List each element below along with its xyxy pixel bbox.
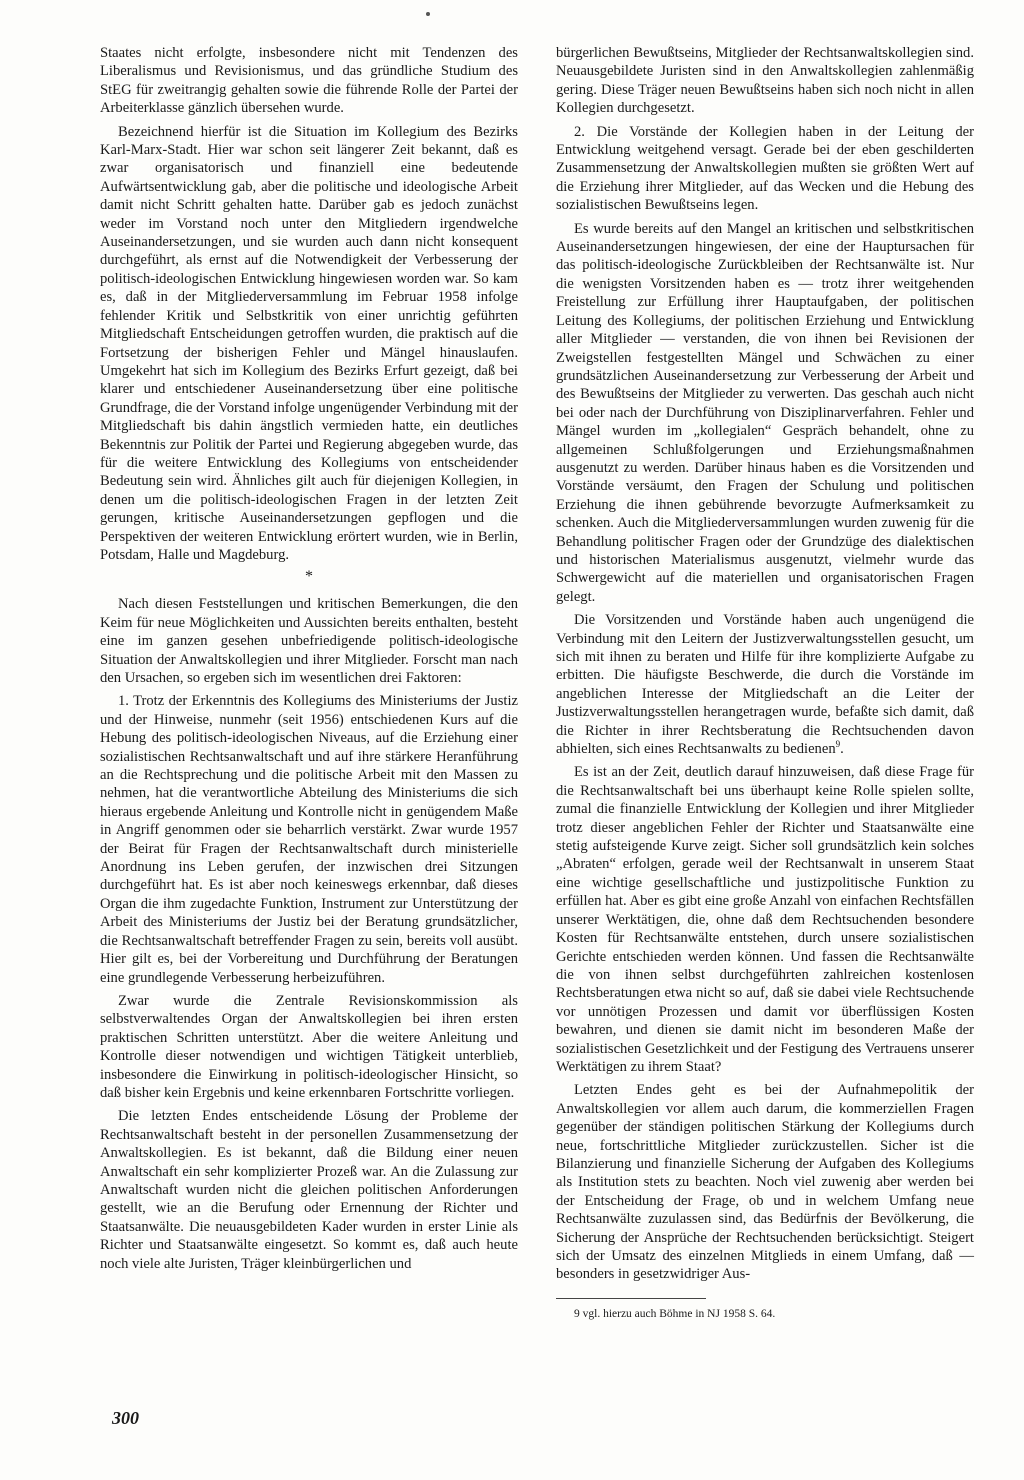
paragraph: Die Vorsitzenden und Vorstände haben auch ungenügend die Verbindung mit den Leitern der Justizverwaltungsstellen gesucht, um sich mit ihnen zu beraten und Hilfe für ihre komplizierte Aufgabe zu erbitten. Die häufigste Beschwerde, die durch die Vorstände im angeblichen Interesse der Mitgliedschaft an die Leiter der Justizverwaltungsstellen herangetragen wurde, befaßte sich damit, daß die Richter in ihrer Rechtsberatung die Rechtsuchenden davon abhielten, sich eines Rechtsanwalts zu bedienen$^9$. [556, 612, 974, 758]
paragraph: 2. Die Vorstände der Kollegien haben in der Leitung der Entwicklung weitgehend versagt. Gerade bei der eben geschilderten Zusammensetzung der Anwaltskollegien mußten sie größten Wert auf die Erziehung ihrer Mitglieder, auf das Wecken und die Hebung des sozialistischen Bewußtseins legen. [556, 123, 974, 214]
page-number: 300 [112, 1408, 139, 1428]
section-separator: * [305, 568, 313, 586]
paragraph: bürgerlichen Bewußtseins, Mitglieder der Rechtsanwaltskollegien sind. Neuausgebildete Juristen sind in den Anwaltskollegien zahlenmäßig gering. Diese Träger neuen Bewußtseins haben sich noch nicht in allen Kollegien durchgesetzt. [556, 45, 974, 117]
paragraph: Es ist an der Zeit, deutlich darauf hinzuweisen, daß diese Frage für die Rechtsanwaltschaft bei uns überhaupt keine Rolle spielen sollte, zumal die finanzielle Entwicklung der Kollegien und ihrer Mitglieder trotz dieser angeblichen Fehler der Richter und Staatsanwälte eine stetig aufsteigende Kurve zeigt. Sicher soll grundsätzlich kein solches „Abraten“ erfolgen, gerade weil der Rechtsanwalt in unserem Staat eine wichtige gesellschaftliche und justizpolitische Funktion zu erfüllen hat. Aber es gibt eine große Anzahl von einfachen Rechtsfällen unserer Werktätigen, die, ohne daß dem Rechtsuchenden besondere Kosten für Rechtsanwälte entstehen, durch unsere sozialistischen Gerichte entschieden werden können. Und fassen die Rechtsanwälte die von ihnen selbst durchgeführten zahlreichen kostenlosen Rechtsberatungen etwa nicht so auf, daß sie dabei viele Rechtsuchende vor unnötigen Prozessen und damit vor überflüssigen Kosten bewahren, und dienen sie damit nicht im besonderen Maße der sozialistischen Gesetzlichkeit und der Festigung des Vertrauens unserer Werktätigen zu ihrem Staat? [556, 764, 974, 1075]
paragraph: Letzten Endes geht es bei der Aufnahmepolitik der Anwaltskollegien vor allem auch darum, die kommerziellen Fragen gegenüber der ständigen politischen Stärkung der Kollegiums durch neue, fortschrittliche Mitglieder zurückzustellen. Sicher ist die Bilanzierung und finanzielle Sicherung der Aufgaben des Kollegiums als Institution stets zu beachten. Noch viel zuwenig aber werden bei der Entscheidung der Frage, ob und in welchem Umfang neue Rechtsanwälte zuzulassen sind, das Bedürfnis der Bevölkerung, die Sicherung der Ansprüche der Rechtsuchenden berücksichtigt. Steigert sich der Umsatz des einzelnen Mitglieds in einem Umfang, daß — besonders in gesetzwidriger Aus- [556, 1082, 974, 1283]
paragraph-text: Die Vorsitzenden und Vorstände haben auch ungenügend die Verbindung mit den Leitern der Justizverwaltungsstellen gesucht, um sich mit ihnen zu beraten und Hilfe für ihre komplizierte Aufgabe zu erbitten. Die häufigste Beschwerde, die durch die Vorstände im angeblichen Interesse der Mitgliedschaft an die Leiter der Justizverwaltungsstellen herangetragen wurde, befaßte sich damit, daß die Richter in ihrer Rechtsberatung die Rechtsuchenden davon abhielten, sich eines Rechtsanwalts zu bedienen [556, 612, 974, 758]
footnote: 9 vgl. hierzu auch Böhme in NJ 1958 S. 64. [574, 1307, 776, 1320]
right-column [556, 44, 974, 1326]
footnote-reference: 9 [835, 739, 841, 750]
left-column [100, 44, 518, 1278]
paragraph: 1. Trotz der Erkenntnis des Kollegiums des Ministeriums der Justiz und der Hinweise, nunmehr (seit 1956) entschiedenen Kurs auf die Hebung des politisch-ideologischen Niveaus, auf die Erziehung einer sozialistischen Rechtsanwaltschaft und auf ihre stärkere Heranführung an die Rechtsprechung und die politische Arbeit mit den Massen zu nehmen, hat die verantwortliche Abteilung des Ministeriums die sich hieraus ergebende Anleitung und Kontrolle nicht in genügendem Maße in Angriff genommen oder sie beharrlich verstärkt. Zwar wurde 1957 der Beirat für Fragen der Rechtsanwaltschaft durch ministerielle Anordnung ins Leben gerufen, der inzwischen drei Sitzungen durchgeführt hat. Es ist aber noch keineswegs erkennbar, daß dieses Organ die ihm zugedachte Funktion, Instrument zur Unterstützung der Arbeit des Ministeriums der Justiz bei der Beratung grundsätzlicher, die Rechtsanwaltschaft betreffender Fragen zu sein, bereits voll ausübt. Hier gilt es, bei der Vorbereitung und Durchführung der Beratungen eine grundlegende Verbesserung herbeizuführen. [100, 693, 518, 986]
paragraph: Nach diesen Feststellungen und kritischen Bemerkungen, die den Keim für neue Möglichkeiten und Aussichten bereits enthalten, besteht eine im ganzen gesehen unbefriedigende politisch-ideologische Situation der Anwaltskollegien und ihrer Mitglieder. Forscht man nach den Ursachen, so ergeben sich im wesentlichen drei Faktoren: [100, 596, 518, 686]
scan-mark [426, 12, 430, 16]
footnote-divider [556, 1298, 706, 1299]
paragraph: Staates nicht erfolgte, insbesondere nicht mit Tendenzen des Liberalismus und Revisionismus, und das gründliche Studium des StEG für zweitrangig gehalten sowie die führende Rolle der Partei der Arbeiterklasse gänzlich übersehen wurde. [100, 45, 518, 117]
paragraph: Zwar wurde die Zentrale Revisionskommission als selbstverwaltendes Organ der Anwaltskollegien bei ihren ersten praktischen Schritten unterstützt. Aber die weitere Anleitung und Kontrolle dieser notwendigen und wichtigen Tätigkeit unterblieb, insbesondere die Einwirkung in politisch-ideologischer Hinsicht, so daß bisher kein Ergebnis und keine erkennbaren Fortschritte vorliegen. [100, 992, 518, 1101]
paragraph: Bezeichnend hierfür ist die Situation im Kollegium des Bezirks Karl-Marx-Stadt. Hier war schon seit längerer Zeit bekannt, daß es zwar organisatorisch und finanziell eine bedeutende Aufwärtsentwicklung gab, aber die politische und ideologische Arbeit damit nicht Schritt gehalten hatte. Darüber gab es jedoch zunächst weder im Vorstand noch unter den Mitgliedern irgendwelche Auseinandersetzungen, und sie wurden auch dann nicht konsequent durchgeführt, als ernst auf die Notwendigkeit der Verbesserung der politisch-ideologischen Entwicklung hingewiesen worden war. So kam es, daß in der Mitgliederversammlung im Februar 1958 infolge fehlender Kritik und Selbstkritik von einer unrichtig geführten Mitgliedschaft Entscheidungen getroffen wurden, die praktisch auf die Fortsetzung der bisherigen Fehler und Mängel hinauslaufen. Umgekehrt hat sich im Kollegium des Bezirks Erfurt gezeigt, daß bei klarer und entschiedener Auseinandersetzung über eine politische Grundfrage, die der Vorstand infolge ungenügender Verbindung mit der Mitgliedschaft bis dahin ängstlich vermieden hatte, ein deutliches Bekenntnis zur Politik der Partei und Regierung abgegeben wurde, das für die weitere Entwicklung des Kollegiums von entscheidender Bedeutung sein wird. Ähnliches gilt auch für diejenigen Kollegien, in denen um die politisch-ideologischen Fragen in der letzten Zeit gerungen, kritische Auseinandersetzungen gepflogen und die Perspektiven der weiteren Entwicklung erörtert wurden, wie in Berlin, Potsdam, Halle und Magdeburg. [100, 123, 518, 563]
paragraph: Die letzten Endes entscheidende Lösung der Probleme der Rechtsanwaltschaft besteht in der personellen Zusammensetzung der Anwaltskollegien. Es ist bekannt, daß die Bildung einer neuen Anwaltschaft ein sehr komplizierter Prozeß war. An die Zulassung zur Anwaltschaft wurden nicht die gleichen politischen Anforderungen gestellt, wie an die Berufung oder Ernennung der Richter und Staatsanwälte. Die neuausgebildeten Kader wurden in erster Linie als Richter und Staatsanwälte eingesetzt. So kommt es, daß auch heute noch viele alte Juristen, Träger kleinbürgerlichen und [100, 1108, 518, 1272]
paragraph: Es wurde bereits auf den Mangel an kritischen und selbstkritischen Auseinandersetzungen hingewiesen, der eine der Hauptursachen für das politisch-ideologische Zurückbleiben der Rechtsanwälte ist. Nur die wenigsten Vorsitzenden haben es — trotz ihrer weitgehenden Freistellung zur Erfüllung ihrer Hauptaufgaben, der politischen Leitung des Kollegiums, der politischen Erziehung und Entwicklung aller Mitglieder — verstanden, die von ihnen bei Revisionen der Zweigstellen festgestellten Mängel und Schwächen zu einer grundsätzlichen Auseinandersetzung zur Verbesserung der Arbeit und des Bewußtseins der Mitglieder zu verwerten. Das geschah auch nicht bei oder nach der Durchführung von Disziplinarverfahren. Fehler und Mängel wurden im „kollegialen“ Gespräch behandelt, ohne zu allgemeinen Schlußfolgerungen und Erziehungsmaßnahmen ausgenutzt zu werden. Darüber hinaus haben es die Vorsitzenden und Vorstände versäumt, den Fragen der Schulung und politischen Erziehung die ihnen gebührende bevorzugte Aufmerksamkeit zu schenken. Auch die Mitgliederversammlungen wurden zuwenig für die Behandlung politischer Fragen oder der Grundzüge des dialektischen und historischen Materialismus ausgenutzt, vielmehr wurde das Schwergewicht auf die materiellen und organisatorischen Fragen gelegt. [556, 220, 974, 605]
